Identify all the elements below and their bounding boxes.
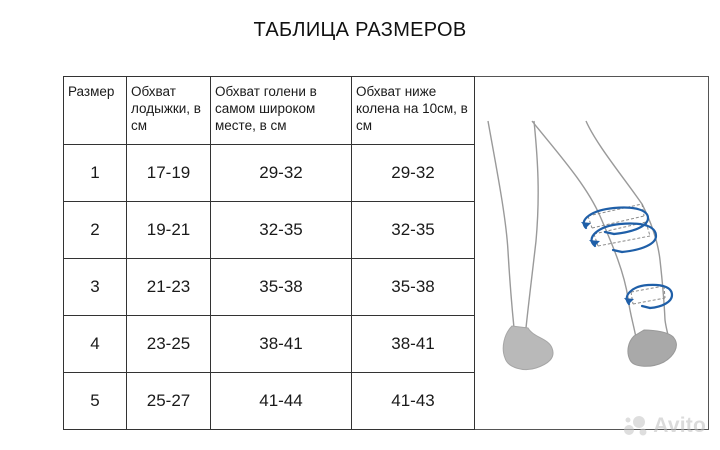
page-title: ТАБЛИЦА РАЗМЕРОВ	[253, 19, 467, 41]
cell-ankle: 25-27	[127, 373, 211, 430]
cell-size: 5	[64, 373, 127, 430]
cell-size: 1	[64, 145, 127, 202]
table-row	[64, 373, 475, 430]
leg-illustration	[474, 76, 709, 430]
cell-below-knee: 38-41	[352, 316, 475, 373]
leg-measurement-icon	[474, 76, 709, 430]
cell-below-knee: 41-43	[352, 373, 475, 430]
table-header-row	[64, 77, 475, 145]
cell-ankle: 19-21	[127, 202, 211, 259]
header-ankle: Обхват лодыжки, в см	[127, 77, 211, 145]
size-table	[63, 76, 475, 430]
cell-size: 2	[64, 202, 127, 259]
watermark-text: Avito	[653, 414, 706, 437]
header-calf: Обхват голени в самом широком месте, в см	[211, 77, 352, 145]
cell-calf: 29-32	[211, 145, 352, 202]
cell-below-knee: 35-38	[352, 259, 475, 316]
avito-watermark	[623, 414, 706, 438]
table-row	[64, 259, 475, 316]
table-row	[64, 316, 475, 373]
header-below-knee: Обхват ниже колена на 10см, в см	[352, 77, 475, 145]
cell-calf: 41-44	[211, 373, 352, 430]
header-size: Размер	[64, 77, 127, 145]
cell-calf: 35-38	[211, 259, 352, 316]
cell-size: 3	[64, 259, 127, 316]
cell-ankle: 23-25	[127, 316, 211, 373]
cell-calf: 32-35	[211, 202, 352, 259]
cell-ankle: 21-23	[127, 259, 211, 316]
table-row	[64, 145, 475, 202]
cell-calf: 38-41	[211, 316, 352, 373]
cell-ankle: 17-19	[127, 145, 211, 202]
avito-logo-icon	[623, 415, 649, 437]
table-row	[64, 202, 475, 259]
cell-below-knee: 29-32	[352, 145, 475, 202]
cell-size: 4	[64, 316, 127, 373]
cell-below-knee: 32-35	[352, 202, 475, 259]
